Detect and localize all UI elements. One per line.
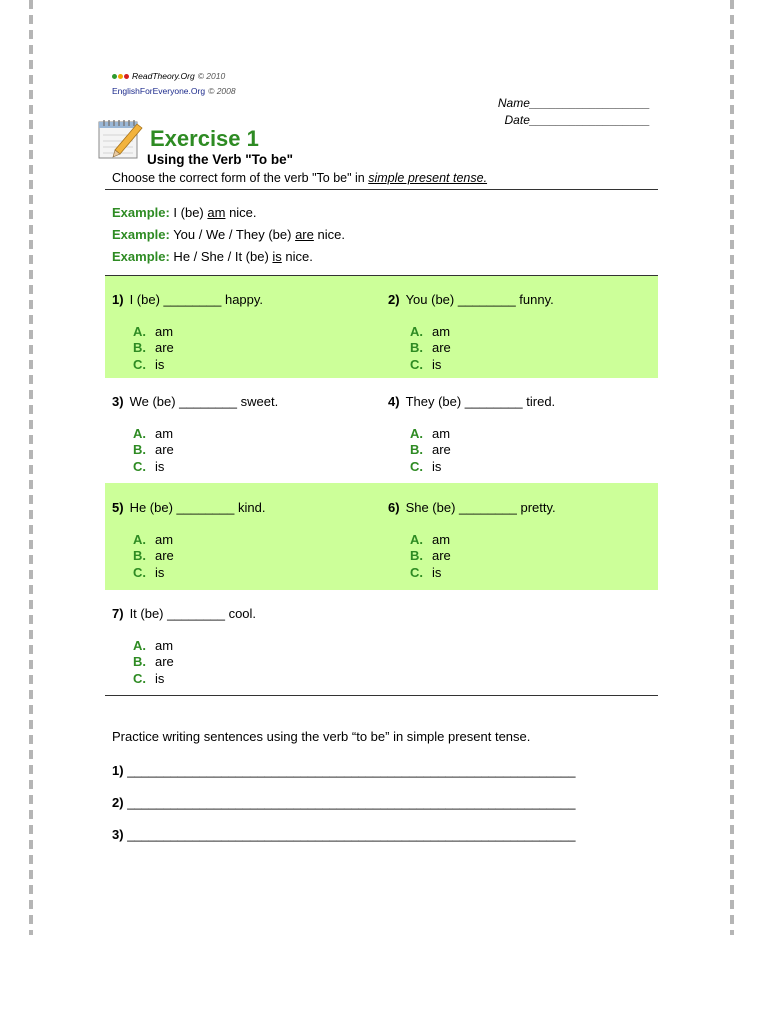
option-text: are <box>432 340 451 356</box>
option-text: is <box>155 458 165 474</box>
option-text: are <box>155 654 174 670</box>
option-letter: A. <box>410 324 423 339</box>
question-band-1 <box>105 276 658 378</box>
option-letter: A. <box>133 324 146 339</box>
question-4-options <box>410 426 451 475</box>
page-edge-right <box>730 0 734 935</box>
option-letter: A. <box>410 426 423 441</box>
question-number: 7) <box>112 606 124 621</box>
example-answer: am <box>207 205 226 220</box>
option-text: am <box>155 426 174 441</box>
question-5-options <box>133 532 174 581</box>
efe-logo <box>112 85 236 97</box>
example-text: I (be) <box>169 205 208 220</box>
option-text: am <box>155 532 174 547</box>
instruction-emphasis: simple present tense. <box>368 171 488 185</box>
option-letter: A. <box>410 532 423 547</box>
name-date-fields <box>470 96 650 130</box>
option-a[interactable] <box>133 426 174 442</box>
practice-blank[interactable]: ______________________________________________________________ <box>127 795 576 810</box>
question-7-options <box>133 638 174 687</box>
option-c[interactable] <box>133 459 174 475</box>
practice-number: 1) <box>112 763 124 778</box>
example-text: He / She / It (be) <box>169 249 273 264</box>
option-c[interactable] <box>133 671 174 687</box>
option-text: are <box>155 340 174 356</box>
question-2-options <box>410 324 451 373</box>
question-5 <box>112 500 265 515</box>
option-c[interactable] <box>410 459 451 475</box>
question-4 <box>388 394 555 409</box>
option-text: is <box>155 356 165 372</box>
example-label: Example: <box>112 205 170 220</box>
question-band-3 <box>105 483 658 590</box>
name-field[interactable]: Name__________________ <box>497 96 650 110</box>
question-number: 1) <box>112 292 124 307</box>
option-letter: C. <box>133 356 146 372</box>
question-number: 4) <box>388 394 400 409</box>
question-text: He (be) ________ kind. <box>129 500 266 515</box>
readtheory-logo <box>112 70 236 82</box>
option-a[interactable] <box>410 426 451 442</box>
option-text: am <box>432 426 451 441</box>
example-text-end: nice. <box>313 227 345 242</box>
question-band-2 <box>105 378 658 483</box>
option-b[interactable] <box>410 548 451 564</box>
question-2 <box>388 292 554 307</box>
option-text: am <box>155 638 174 653</box>
option-a[interactable] <box>410 324 451 340</box>
example-text-end: nice. <box>225 205 257 220</box>
question-text: It (be) ________ cool. <box>129 606 257 621</box>
page-edge-left <box>29 0 33 935</box>
option-letter: A. <box>133 638 146 653</box>
example-label: Example: <box>112 249 170 264</box>
question-number: 2) <box>388 292 400 307</box>
logo-dot-orange <box>118 74 123 79</box>
example-item <box>112 248 345 270</box>
question-number: 3) <box>112 394 124 409</box>
question-text: You (be) ________ funny. <box>405 292 554 307</box>
example-item <box>112 204 345 226</box>
efe-copyright: © 2008 <box>208 86 236 96</box>
example-answer: is <box>272 249 282 264</box>
option-letter: B. <box>133 340 146 356</box>
divider-top <box>105 189 658 190</box>
option-b[interactable] <box>410 442 451 458</box>
example-text: You / We / They (be) <box>169 227 296 242</box>
efe-name: EnglishForEveryone.Org <box>112 86 206 96</box>
option-letter: B. <box>410 340 423 356</box>
option-letter: B. <box>410 548 423 564</box>
logo-dot-red <box>124 74 129 79</box>
practice-blank[interactable]: ______________________________________________________________ <box>127 763 576 778</box>
option-letter: B. <box>133 654 146 670</box>
option-letter: C. <box>133 564 146 580</box>
option-text: are <box>432 548 451 564</box>
option-text: am <box>155 324 174 339</box>
option-letter: C. <box>410 458 423 474</box>
notepad-pencil-icon <box>96 116 144 162</box>
option-b[interactable] <box>133 442 174 458</box>
option-b[interactable] <box>410 340 451 356</box>
publisher-logos <box>112 70 236 97</box>
question-1-options <box>133 324 174 373</box>
option-b[interactable] <box>133 654 174 670</box>
option-b[interactable] <box>133 340 174 356</box>
option-letter: B. <box>133 442 146 458</box>
option-letter: C. <box>133 670 146 686</box>
option-letter: A. <box>133 532 146 547</box>
option-a[interactable] <box>410 532 451 548</box>
option-letter: B. <box>410 442 423 458</box>
option-letter: C. <box>410 564 423 580</box>
practice-number: 3) <box>112 827 124 842</box>
readtheory-copyright: © 2010 <box>197 71 226 81</box>
option-text: is <box>155 564 165 580</box>
question-6-options <box>410 532 451 581</box>
option-letter: B. <box>133 548 146 564</box>
option-text: am <box>432 324 451 339</box>
practice-line-3[interactable] <box>112 827 575 842</box>
option-text: are <box>155 442 174 458</box>
examples-list <box>112 204 345 270</box>
date-field[interactable]: Date__________________ <box>504 113 650 127</box>
logo-dot-green <box>112 74 117 79</box>
option-a[interactable] <box>133 324 174 340</box>
question-number: 5) <box>112 500 124 515</box>
option-letter: C. <box>133 458 146 474</box>
example-label: Example: <box>112 227 170 242</box>
example-item <box>112 226 345 248</box>
exercise-title: Exercise 1 <box>150 126 259 151</box>
option-a[interactable] <box>133 638 174 654</box>
instruction-text: Choose the correct form of the verb "To be" in <box>112 171 369 185</box>
option-text: is <box>432 458 442 474</box>
exercise-subtitle: Using the Verb "To be" <box>147 152 294 167</box>
readtheory-name: ReadTheory.Org <box>132 71 195 81</box>
option-c[interactable] <box>133 565 174 581</box>
option-text: is <box>155 670 165 686</box>
option-a[interactable] <box>133 532 174 548</box>
option-text: is <box>432 564 442 580</box>
question-6 <box>388 500 556 515</box>
option-text: is <box>432 356 442 372</box>
option-text: am <box>432 532 451 547</box>
example-text-end: nice. <box>281 249 313 264</box>
exercise-instruction <box>112 171 487 185</box>
option-c[interactable] <box>410 357 451 373</box>
practice-line-1[interactable] <box>112 763 575 778</box>
option-b[interactable] <box>133 548 174 564</box>
question-3-options <box>133 426 174 475</box>
question-text: I (be) ________ happy. <box>129 292 264 307</box>
question-number: 6) <box>388 500 400 515</box>
question-7 <box>112 606 256 621</box>
question-text: They (be) ________ tired. <box>405 394 556 409</box>
question-text: We (be) ________ sweet. <box>129 394 279 409</box>
option-text: are <box>432 442 451 458</box>
question-text: She (be) ________ pretty. <box>405 500 556 515</box>
divider-questions-bottom <box>105 695 658 696</box>
option-letter: C. <box>410 356 423 372</box>
option-letter: A. <box>133 426 146 441</box>
option-text: are <box>155 548 174 564</box>
option-c[interactable] <box>410 565 451 581</box>
practice-line-2[interactable] <box>112 795 575 810</box>
practice-blank[interactable]: ______________________________________________________________ <box>127 827 576 842</box>
practice-number: 2) <box>112 795 124 810</box>
question-3 <box>112 394 278 409</box>
practice-instruction: Practice writing sentences using the verb “to be” in simple present tense. <box>112 729 531 744</box>
example-answer: are <box>295 227 314 242</box>
question-band-4 <box>105 590 658 695</box>
question-1 <box>112 292 263 307</box>
option-c[interactable] <box>133 357 174 373</box>
